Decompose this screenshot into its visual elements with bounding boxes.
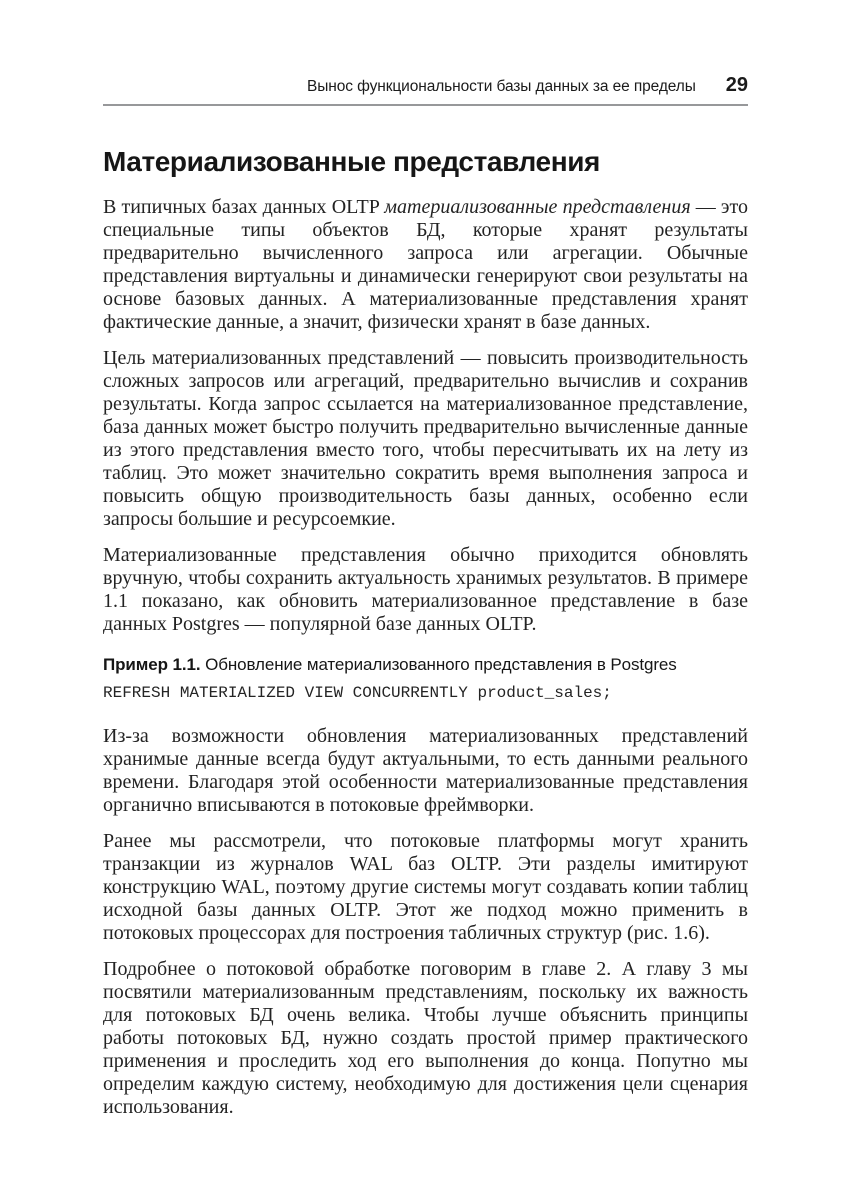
example-title: Обновление материализованного представления в Postgres (205, 655, 677, 674)
paragraph-wal: Ранее мы рассмотрели, что потоковые платформы могут хранить транзакции из журналов WAL баз OLTP. Эти разделы имитируют конструкцию WAL, поэтому другие системы могут создавать копии таблиц исходной базы данных OLTP. Этот же подход можно применить в потоковых процессорах для построения табличных структур (рис. 1.6). (103, 830, 748, 944)
intro-italic-term: материализованные представления (384, 196, 691, 218)
page-content (103, 0, 748, 1119)
paragraph-chapters: Подробнее о потоковой обработке поговорим в главе 2. А главу 3 мы посвятили материализованным представлениям, поскольку их важность для потоковых БД очень велика. Чтобы лучше объяснить принципы работы потоковых БД, нужно создать простой пример практического применения и проследить ход его выполнения до конца. Попутно мы определим каждую систему, необходимую для достижения цели сценария использования. (103, 958, 748, 1118)
example-label: Пример 1.1. (103, 655, 201, 674)
intro-text-before: В типичных базах данных OLTP (103, 196, 385, 218)
running-head-title: Вынос функциональности базы данных за ее пределы (307, 78, 696, 95)
section-heading: Материализованные представления (103, 146, 600, 177)
example-caption (103, 655, 748, 675)
example-code: REFRESH MATERIALIZED VIEW CONCURRENTLY product_sales; (103, 684, 612, 702)
page-number: 29 (725, 74, 748, 96)
paragraph-goal: Цель материализованных представлений — повысить производительность сложных запросов или агрегаций, предварительно вычислив и сохранив результаты. Когда запрос ссылается на материализованное представление, база данных может быстро получить предварительно вычисленные данные из этого представления вместо того, чтобы пересчитывать их на лету из таблиц. Это может значительно сократить время выполнения запроса и повысить общую производительность базы данных, особенно если запросы большие и ресурсоемкие. (103, 347, 748, 530)
paragraph-realtime: Из-за возможности обновления материализованных представлений хранимые данные всегда будут актуальными, то есть данными реального времени. Благодаря этой особенности материализованные представления органично вписываются в потоковые фреймворки. (103, 725, 748, 816)
code-example-block (103, 655, 748, 703)
paragraph-refresh: Материализованные представления обычно приходится обновлять вручную, чтобы сохранить актуальность хранимых результатов. В примере 1.1 показано, как обновить материализованное представление в базе данных Postgres — популярной базе данных OLTP. (103, 544, 748, 635)
paragraph-intro (103, 196, 748, 334)
intro-text-after: — это специальные типы объектов БД, которые хранят результаты предварительно вычисленного запроса или агрегации. Обычные представления виртуальны и динамически генерируют свои результаты на основе базовых данных. А материализованные представления хранят фактические данные, а значит, физически хранят в базе данных. (103, 196, 748, 333)
running-header (103, 74, 748, 106)
